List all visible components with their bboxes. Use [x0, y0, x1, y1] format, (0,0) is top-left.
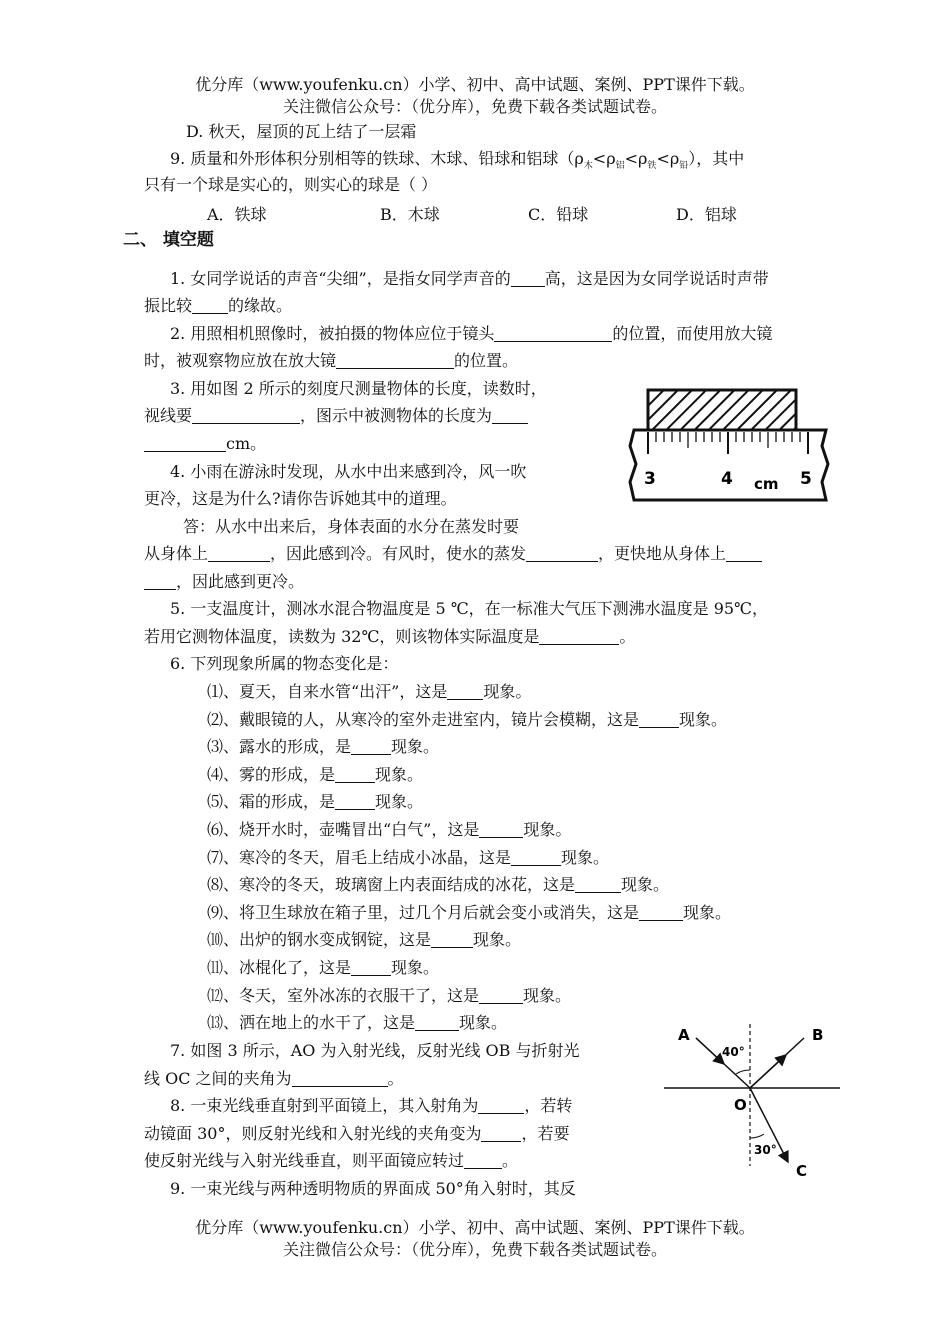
fill-q2-line-1: 2. 用照相机照像时，被拍摄的物体应位于镜头 的位置，而使用放大镜 [170, 324, 773, 343]
angle-40-label: 40° [722, 1045, 745, 1059]
blank [351, 738, 391, 755]
fill-q6-item: ⑼、将卫生球放在箱子里，过几个月后就会变小或消失，这是 现象。 [207, 902, 732, 922]
blank [639, 904, 683, 921]
fill-q3-line-2: 视线要 ，图示中被测物体的长度为 [144, 405, 528, 427]
blank [415, 1014, 459, 1031]
blank [639, 711, 679, 728]
blank [575, 876, 621, 893]
fill-q4-line-4: 从身体上 ，因此感到冷。有风时，使水的蒸发 ，更快地从身体上 [144, 543, 762, 565]
section-title: 二、 填空题 [123, 230, 214, 250]
ruler-unit: cm [754, 475, 779, 493]
blank [479, 987, 523, 1004]
fill-q3-line-1: 3. 用如图 2 所示的刻度尺测量物体的长度，读数时， [170, 379, 547, 398]
blank [335, 766, 375, 783]
fill-q6-item: ⑻、寒冷的冬天，玻璃窗上内表面结成的冰花，这是 现象。 [207, 875, 670, 895]
fill-q6-item: ⑹、烧开水时，壶嘴冒出“白气”，这是 现象。 [207, 820, 572, 839]
q9-option-a: A．铁球 [207, 205, 267, 224]
fill-q6-item: ⑵、戴眼镜的人，从寒冷的室外走进室内，镜片会模糊，这是 现象。 [207, 709, 728, 729]
blank [479, 821, 523, 838]
fill-q9-line-1: 9. 一束光线与两种透明物质的界面成 50°角入射时，其反 [170, 1179, 576, 1198]
fill-q1-line-2: 振比较 的缘故。 [144, 296, 293, 315]
footer-line-1: 优分库（www.youfenku.cn）小学、初中、高中试题、案例、PPT课件下载。 [195, 1218, 755, 1237]
angle-arc-40 [736, 1070, 750, 1074]
fill-q3-line-3: cm。 [144, 433, 266, 455]
fill-q4-line-1: 4. 小雨在游泳时发现，从水中出来感到冷，风一吹 [170, 462, 527, 481]
label-b: B [812, 1026, 824, 1044]
fill-q6-title: 6. 下列现象所属的物态变化是： [170, 654, 399, 673]
footer-line-2: 关注微信公众号：（优分库），免费下载各类试题试卷。 [282, 1240, 667, 1259]
blank [335, 793, 375, 810]
fill-q4-line-2: 更冷，这是为什么?请你告诉她其中的道理。 [144, 489, 457, 508]
fill-q8-line-1: 8. 一束光线垂直射到平面镜上，其入射角为 ，若转 [170, 1096, 573, 1115]
fill-q6-item: ⑽、出炉的钢水变成钢锭，这是 现象。 [207, 930, 522, 950]
ruler-label-5: 5 [800, 469, 812, 489]
blank [351, 959, 391, 976]
fill-q7-line-2: 线 OC 之间的夹角为 。 [144, 1069, 404, 1088]
q9-option-b: B．木球 [380, 205, 440, 224]
fill-q5-line-2: 若用它测物体温度，读数为 32℃，则该物体实际温度是 。 [144, 627, 636, 646]
fill-q7-line-1: 7. 如图 3 所示，AO 为入射光线，反射光线 OB 与折射光 [170, 1041, 580, 1060]
fill-q5-line-1: 5. 一支温度计，测冰水混合物温度是 5 ℃，在一标准大气压下测沸水温度是 95℃， [170, 599, 768, 618]
fill-q8-line-3: 使反射光线与入射光线垂直，则平面镜应转过 。 [144, 1151, 519, 1170]
q8-option-d: D. 秋天，屋顶的瓦上结了一层霜 [186, 122, 417, 141]
q9-option-c: C．铅球 [528, 205, 589, 224]
q9-line-1: 9. 质量和外形体积分别相等的铁球、木球、铅球和铝球$(\rho_木<\rho_铝<\rho_铁<\rho_铅)$，其中 [170, 149, 745, 172]
label-a: A [678, 1026, 690, 1044]
fill-q2-line-2: 时，被观察物应放在放大镜 的位置。 [144, 351, 519, 370]
fill-q6-item: ⑴、夏天，自来水管“出汗”，这是 现象。 [207, 682, 532, 701]
fill-q6-item: ⑿、冬天，室外冰冻的衣服干了，这是 现象。 [207, 985, 572, 1005]
header-line-2: 关注微信公众号：（优分库），免费下载各类试题试卷。 [282, 97, 667, 116]
measured-object [648, 390, 796, 430]
fill-q6-item: ⑶、露水的形成，是 现象。 [207, 737, 440, 757]
fill-q6-item: ⑺、寒冷的冬天，眉毛上结成小冰晶，这是 现象。 [207, 847, 610, 867]
blank [511, 849, 561, 866]
label-o: O [734, 1096, 747, 1114]
angle-30-label: 30° [754, 1143, 777, 1157]
angle-arc-30 [750, 1134, 764, 1138]
q9-option-d: D．铝球 [676, 205, 737, 224]
ruler-label-3: 3 [644, 469, 656, 489]
ruler-label-4: 4 [721, 469, 733, 489]
blank [431, 931, 473, 948]
q9-line-2: 只有一个球是实心的，则实心的球是（ ） [144, 175, 438, 194]
label-c: C [796, 1162, 808, 1180]
blank [447, 683, 483, 700]
fill-q1-line-1: 1. 女同学说话的声音“尖细”，是指女同学声音的 高，这是因为女同学说话时声带 [170, 269, 769, 288]
fill-q6-item: ⑾、冰棍化了，这是 现象。 [207, 958, 440, 977]
fill-q4-line-3: 答：从水中出来后，身体表面的水分在蒸发时要 [183, 517, 520, 536]
fill-q4-line-5: ，因此感到更冷。 [144, 571, 304, 593]
fill-q8-line-2: 动镜面 30°，则反射光线和入射光线的夹角变为 ，若要 [144, 1124, 570, 1143]
ruler-figure [624, 386, 834, 506]
fill-q6-item: ⑷、雾的形成，是 现象。 [207, 764, 424, 784]
header-line-1: 优分库（www.youfenku.cn）小学、初中、高中试题、案例、PPT课件下载。 [195, 75, 755, 94]
optics-figure [662, 1020, 852, 1180]
fill-q6-item: ⑸、霜的形成，是 现象。 [207, 792, 424, 812]
fill-q6-item: ⒀、洒在地上的水干了，这是 现象。 [207, 1013, 508, 1033]
